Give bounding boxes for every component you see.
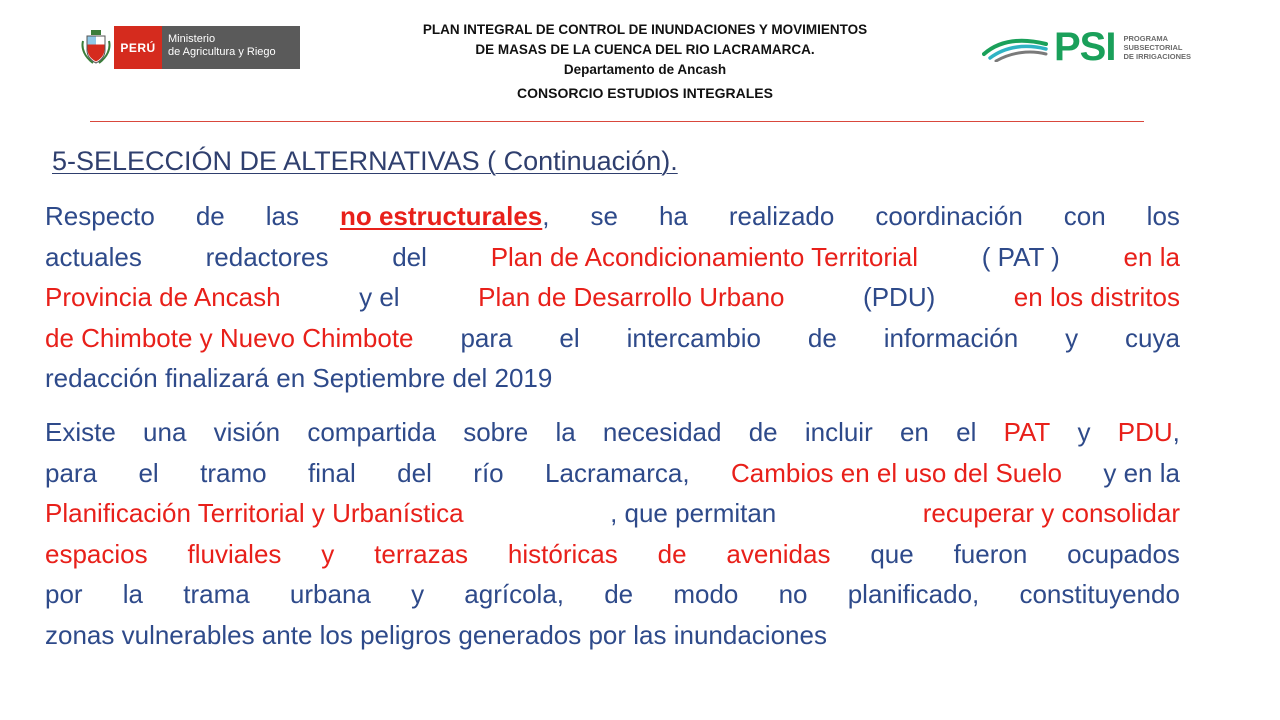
header-line-3: Departamento de Ancash bbox=[563, 62, 727, 77]
p2-line-4: espacios fluviales y terrazas históricas de avenidas que fueron ocupados bbox=[45, 538, 1180, 569]
psi-logo bbox=[982, 26, 1208, 68]
p1-line-2: actuales redactores del Plan de Acondicionamiento Territorial ( PAT ) en la bbox=[45, 237, 1180, 278]
header-divider bbox=[90, 121, 1144, 122]
header-line-2: DE MASAS DE LA CUENCA DEL RIO LACRAMARCA. bbox=[475, 42, 815, 57]
p1-line-5: redacción finalizará en Septiembre del 2019 bbox=[45, 363, 553, 393]
ministry-logo bbox=[78, 26, 300, 69]
no-estructurales-highlight: no estructurales bbox=[339, 201, 543, 231]
peru-label: PERÚ bbox=[114, 26, 162, 69]
section-title: 5-SELECCIÓN DE ALTERNATIVAS ( Continuación). bbox=[52, 146, 678, 176]
header-line-1: PLAN INTEGRAL DE CONTROL DE INUNDACIONES Y MOVIMIENTOS bbox=[422, 22, 868, 37]
waves-icon bbox=[982, 32, 1048, 62]
p1-line-4: de Chimbote y Nuevo Chimbote para el intercambio de información y cuya bbox=[45, 322, 1180, 353]
pat-highlight: Plan de Acondicionamiento Territorial bbox=[490, 241, 919, 272]
pdu-highlight: Plan de Desarrollo Urbano bbox=[478, 282, 785, 312]
paragraph-1 bbox=[45, 196, 1180, 399]
coat-of-arms-icon bbox=[78, 26, 114, 69]
ministry-label: Ministerio de Agricultura y Riego bbox=[162, 26, 300, 69]
p1-line-3: Provincia de Ancash y el Plan de Desarrollo Urbano (PDU) en los distritos bbox=[45, 277, 1180, 318]
p2-line-5: por la trama urbana y agrícola, de modo no planificado, constituyendo bbox=[45, 579, 1180, 609]
uso-suelo-highlight: Cambios en el uso del Suelo bbox=[730, 457, 1062, 488]
header-title bbox=[340, 20, 950, 103]
p2-line-1: Existe una visión compartida sobre la necesidad de incluir en el PAT y PDU, bbox=[45, 417, 1180, 447]
psi-subtitle: PROGRAMA SUBSECTORIAL DE IRRIGACIONES bbox=[1123, 33, 1191, 61]
header-line-4: CONSORCIO ESTUDIOS INTEGRALES bbox=[517, 85, 773, 101]
paragraph-2 bbox=[45, 412, 1180, 655]
p2-line-3: Planificación Territorial y Urbanística , que permitan recuperar y consolidar bbox=[45, 493, 1180, 534]
psi-wordmark: PSI bbox=[1054, 25, 1116, 69]
p2-line-6: zonas vulnerables ante los peligros generados por las inundaciones bbox=[45, 619, 827, 650]
p2-line-2: para el tramo final del río Lacramarca, Cambios en el uso del Suelo y en la bbox=[45, 453, 1180, 494]
planificacion-highlight: Planificación Territorial y Urbanística bbox=[45, 498, 464, 528]
p1-line-1: Respecto de las no estructurales, se ha realizado coordinación con los bbox=[45, 201, 1180, 231]
